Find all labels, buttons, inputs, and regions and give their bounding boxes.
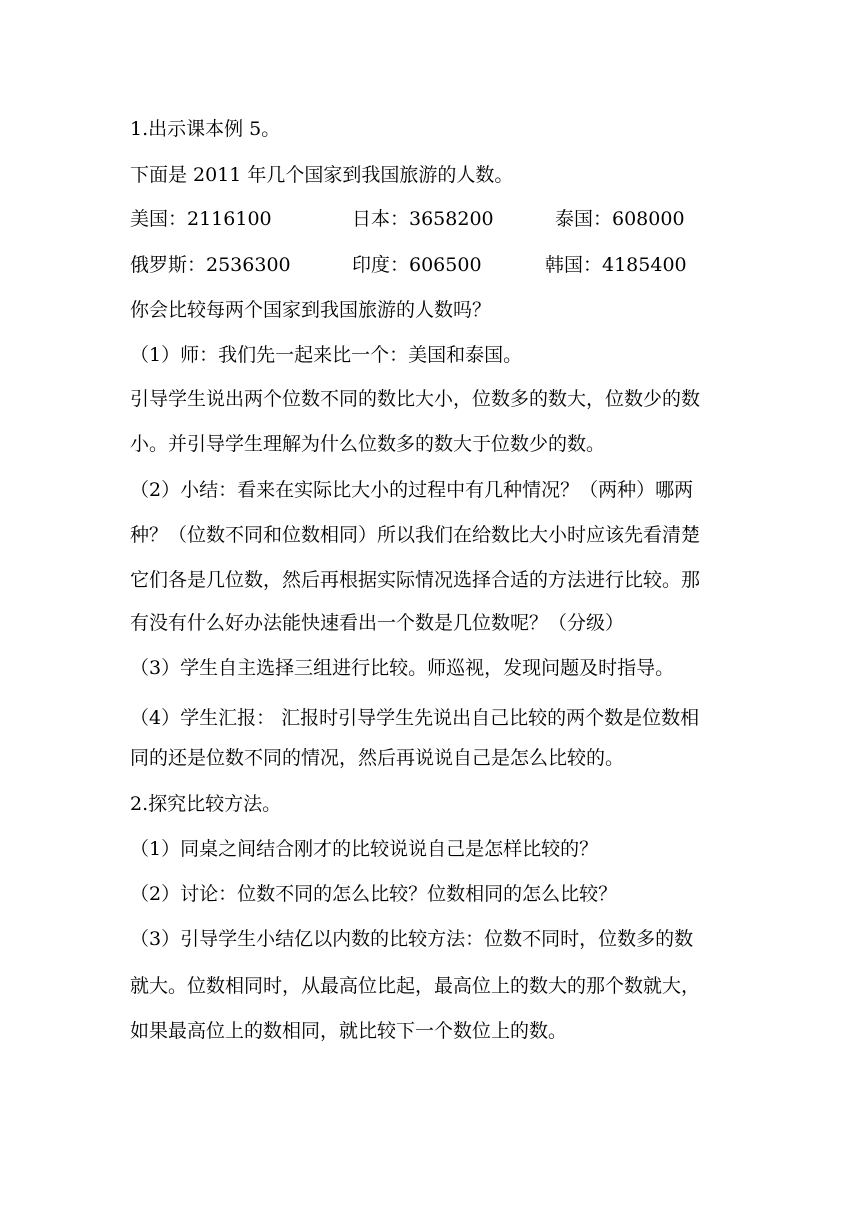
country-thailand: 泰国：608000 xyxy=(555,208,685,230)
guide-line: 小。并引导学生理解为什么位数多的数大于位数少的数。 xyxy=(130,433,606,455)
explore-line: （1）同桌之间结合刚才的比较说说自己是怎样比较的？ xyxy=(130,838,599,860)
step3-text: （3）学生自主选择三组进行比较。师巡视，发现问题及时指导。 xyxy=(130,657,675,679)
explore-line: （3）引导学生小结亿以内数的比较方法：位数不同时，位数多的数 xyxy=(130,928,694,950)
country-india: 印度：606500 xyxy=(352,254,482,276)
country-russia: 俄罗斯：2536300 xyxy=(130,254,291,276)
summary-line: 它们各是几位数，然后再根据实际情况选择合适的方法进行比较。那 xyxy=(130,569,701,591)
country-korea: 韩国：4185400 xyxy=(545,254,687,276)
explore-line: 如果最高位上的数相同，就比较下一个数位上的数。 xyxy=(130,1020,568,1042)
report-line: 同的还是位数不同的情况，然后再说说自己是怎么比较的。 xyxy=(130,747,625,769)
guide-line: 引导学生说出两个位数不同的数比大小，位数多的数大，位数少的数 xyxy=(130,388,701,410)
summary-line: 有没有什么好办法能快速看出一个数是几位数呢？（分级） xyxy=(130,612,625,634)
step1-text: （1）师：我们先一起来比一个：美国和泰国。 xyxy=(130,344,523,366)
explore-line: 就大。位数相同时，从最高位比起，最高位上的数大的那个数就大， xyxy=(130,975,701,997)
country-japan: 日本：3658200 xyxy=(352,208,494,230)
explore-line: （2）讨论：位数不同的怎么比较？位数相同的怎么比较？ xyxy=(130,883,618,905)
question-text: 你会比较每两个国家到我国旅游的人数吗？ xyxy=(130,299,492,321)
heading-explore-methods: 2.探究比较方法。 xyxy=(130,793,282,815)
country-usa: 美国：2116100 xyxy=(130,208,272,230)
report-line: （4）学生汇报： 汇报时引导学生先说出自己比较的两个数是位数相 xyxy=(130,707,700,729)
heading-example-5: 1.出示课本例 5。 xyxy=(130,118,281,140)
intro-text: 下面是 2011 年几个国家到我国旅游的人数。 xyxy=(130,164,514,186)
summary-line: 种？（位数不同和位数相同）所以我们在给数比大小时应该先看清楚 xyxy=(130,524,701,546)
summary-line: （2）小结：看来在实际比大小的过程中有几种情况？（两种）哪两 xyxy=(130,479,694,501)
